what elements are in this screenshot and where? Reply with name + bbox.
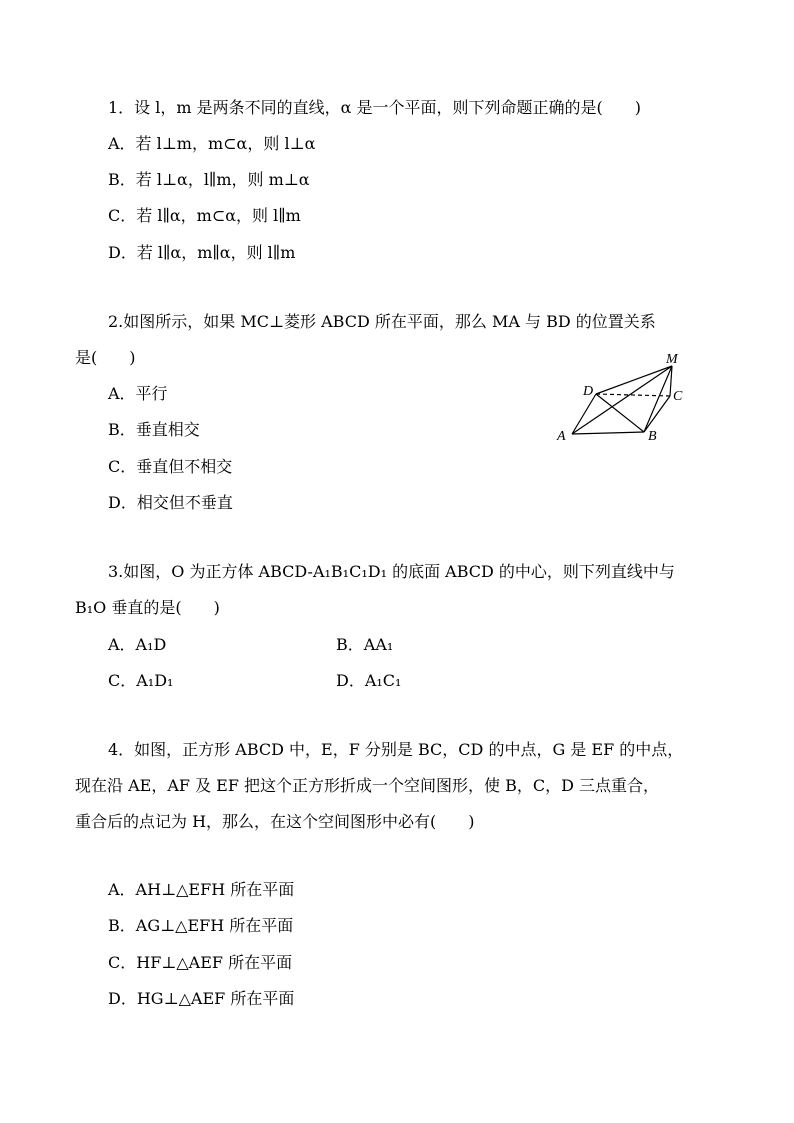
q2-option-c: C．垂直但不相交 (108, 457, 233, 476)
q3-stem-line2: B₁O 垂直的是( ) (75, 598, 220, 617)
q1-option-c: C．若 l∥α，m⊂α，则 l∥m (108, 206, 301, 225)
edge-MD (596, 366, 672, 394)
q1-option-b: B．若 l⊥α，l∥m，则 m⊥α (108, 170, 310, 189)
q4-option-c: C．HF⊥△AEF 所在平面 (108, 953, 293, 972)
q2-option-a: A．平行 (108, 384, 168, 403)
q4-stem-line2: 现在沿 AE，AF 及 EF 把这个正方形折成一个空间图形，使 B，C，D 三点重合， (75, 776, 660, 795)
rhombus-pyramid-figure (552, 348, 692, 448)
q3-option-d: D．A₁C₁ (336, 671, 402, 690)
edge-AB (572, 432, 644, 434)
q3-stem-line1: 3.如图，O 为正方体 ABCD-A₁B₁C₁D₁ 的底面 ABCD 的中心，则下列直线中与 (108, 562, 675, 581)
label-M: M (666, 352, 678, 367)
q3-option-a: A．A₁D (108, 635, 167, 654)
q3-option-c: C．A₁D₁ (108, 671, 174, 690)
label-A: A (557, 429, 566, 444)
q2-stem-line2: 是( ) (75, 348, 136, 367)
q2-option-b: B．垂直相交 (108, 420, 200, 439)
q4-option-a: A．AH⊥△EFH 所在平面 (108, 880, 295, 899)
q4-option-b: B．AG⊥△EFH 所在平面 (108, 916, 294, 935)
label-D: D (583, 384, 594, 399)
q1-stem: 1．设 l，m 是两条不同的直线，α 是一个平面，则下列命题正确的是( ) (108, 98, 642, 117)
q2-stem-line1: 2.如图所示，如果 MC⊥菱形 ABCD 所在平面，那么 MA 与 BD 的位置关系 (108, 312, 656, 331)
q2-option-d: D．相交但不垂直 (108, 493, 233, 512)
q1-option-a: A．若 l⊥m，m⊂α，则 l⊥α (108, 134, 316, 153)
q4-stem-line1: 4．如图，正方形 ABCD 中，E，F 分别是 BC，CD 的中点，G 是 EF 的中点， (108, 740, 684, 759)
label-C: C (673, 389, 683, 404)
q1-option-d: D．若 l∥α，m∥α，则 l∥m (108, 243, 296, 262)
q4-stem-line3: 重合后的点记为 H，那么，在这个空间图形中必有( ) (75, 812, 475, 831)
q3-option-b: B．AA₁ (336, 635, 394, 654)
label-B: B (648, 429, 657, 444)
q4-option-d: D．HG⊥△AEF 所在平面 (108, 989, 295, 1008)
edge-DA (572, 394, 596, 434)
